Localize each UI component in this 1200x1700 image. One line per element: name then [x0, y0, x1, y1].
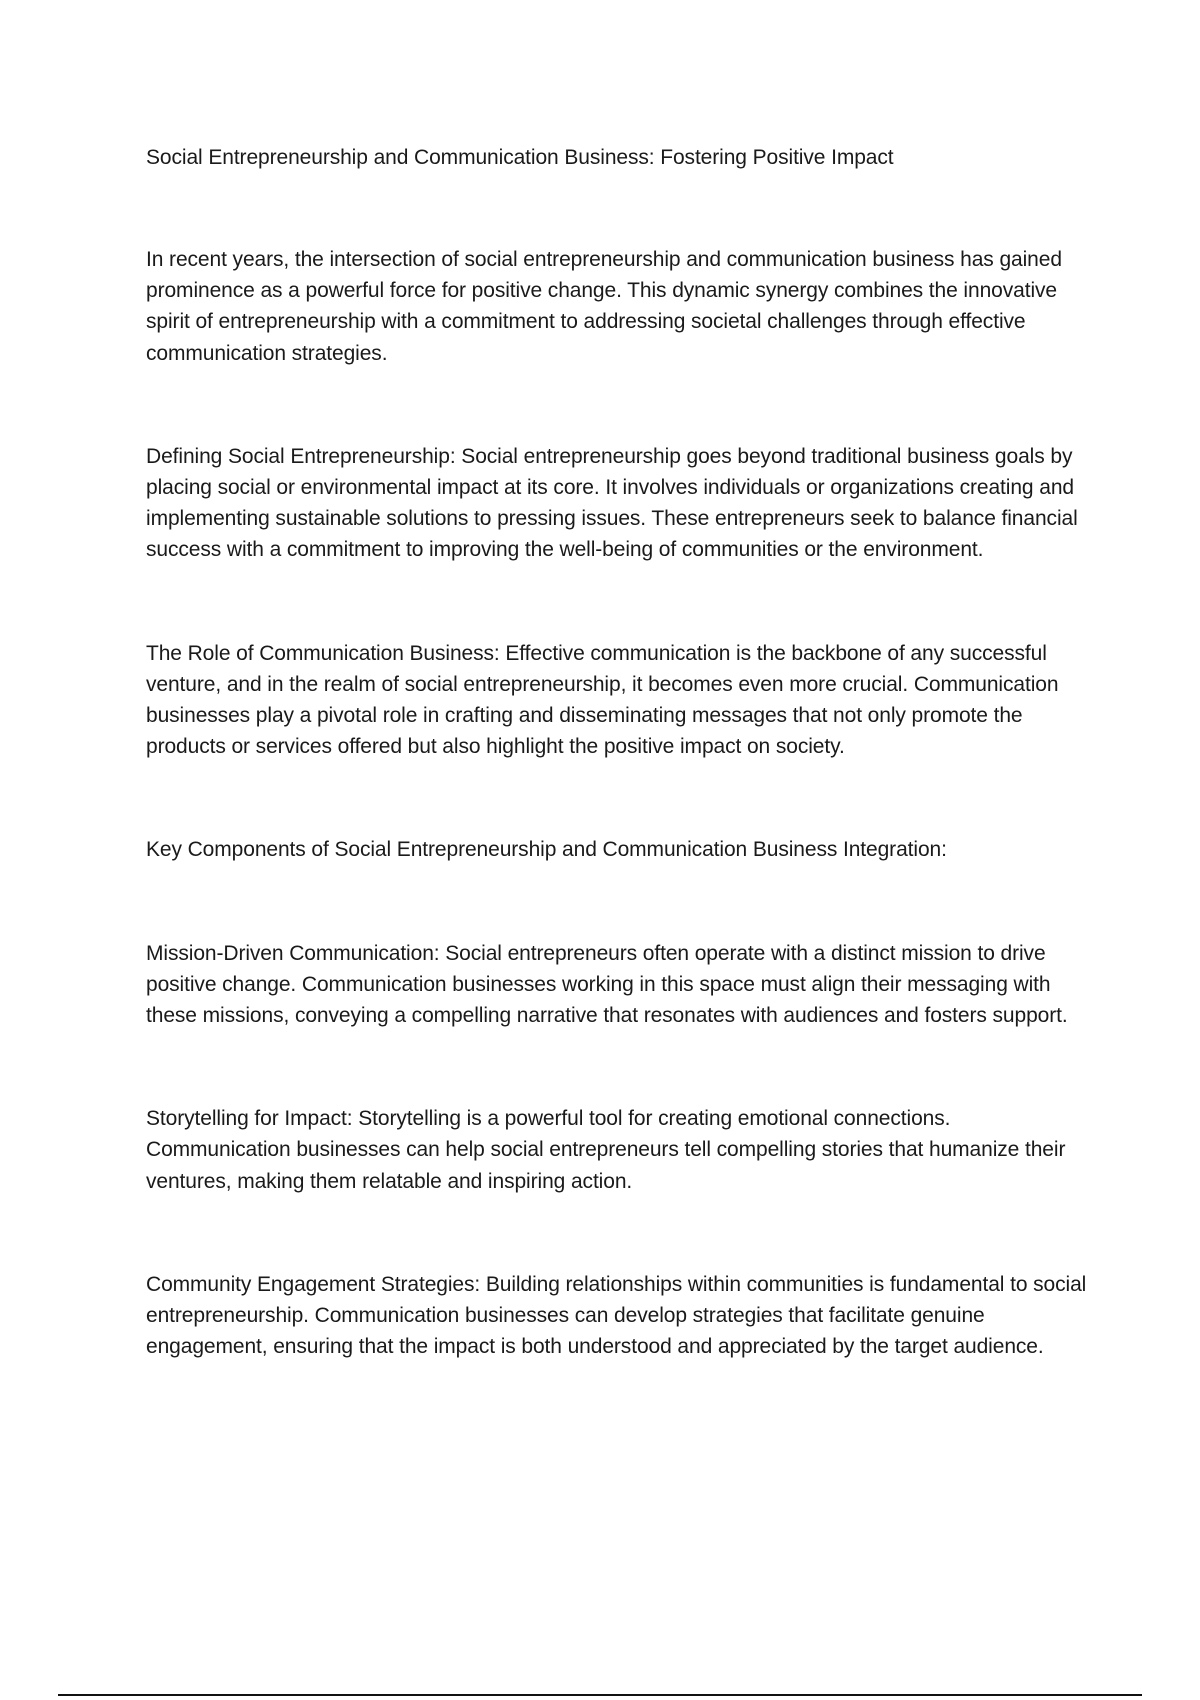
- paragraph-storytelling-for-impact: Storytelling for Impact: Storytelling is a powerful tool for creating emotional connections. Communication businesses can help social entrepreneurs tell compelling stories that humanize their ventures, making them relatable and inspiring action.: [146, 1107, 1066, 1193]
- paragraph-mission-driven-communication: Mission-Driven Communication: Social entrepreneurs often operate with a distinct mission to drive positive change. Communication businesses working in this space must align their messaging with these missions, conveying a compelling narrative that resonates with audiences and fosters support.: [146, 941, 1068, 1028]
- document-body: [146, 142, 1096, 1362]
- paragraph-community-engagement: Community Engagement Strategies: Building relationships within communities is fundamental to social entrepreneurship. Communication businesses can develop strategies that facilitate genuine engagement, ensuring that the impact is both understood and appreciated by the target audience.: [146, 1272, 1087, 1359]
- paragraph-role-of-communication-business: The Role of Communication Business: Effective communication is the backbone of any successful venture, and in the realm of social entrepreneurship, it becomes even more crucial. Communication businesses play a pivotal role in crafting and disseminating messages that not only promote the products or services offered but also highlight the positive impact on society.: [146, 641, 1059, 759]
- paragraph-intro: In recent years, the intersection of social entrepreneurship and communication business has gained prominence as a powerful force for positive change. This dynamic synergy combines the innovative spirit of entrepreneurship with a commitment to addressing societal challenges through effective communication strategies.: [146, 248, 1062, 365]
- document-title: Social Entrepreneurship and Communication Business: Fostering Positive Impact: [146, 146, 894, 169]
- paragraph-key-components-heading: Key Components of Social Entrepreneurship and Communication Business Integration:: [146, 838, 947, 862]
- page-bottom-divider: [58, 1694, 1142, 1696]
- paragraph-defining-social-entrepreneurship: Defining Social Entrepreneurship: Social entrepreneurship goes beyond traditional business goals by placing social or environmental impact at its core. It involves individuals or organizations creating and implementing sustainable solutions to pressing issues. These entrepreneurs seek to balance financial success with a commitment to improving the well-being of communities or the environment.: [146, 444, 1078, 562]
